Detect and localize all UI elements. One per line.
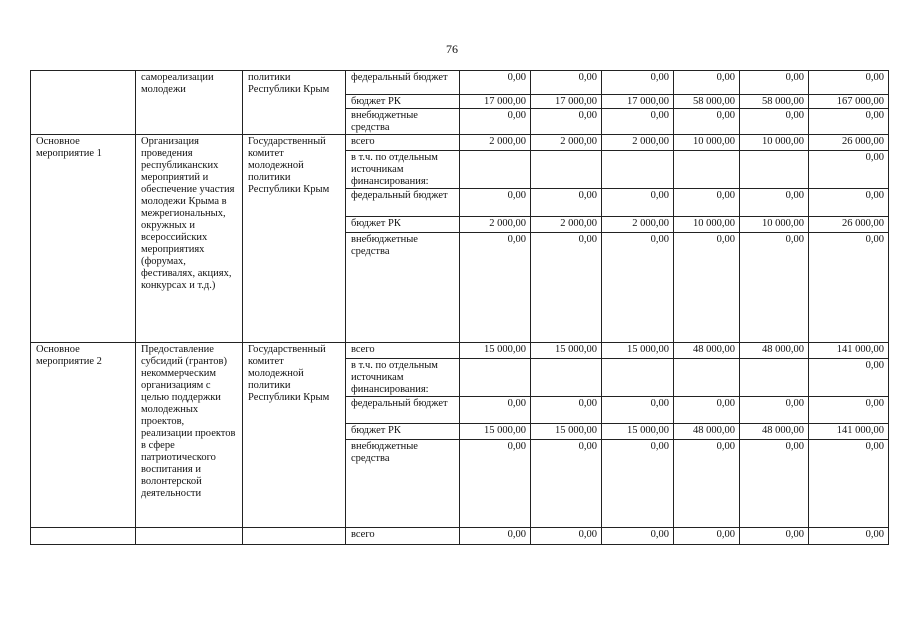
event-description-cell: Организация проведения республиканских мероприятий и обеспечение участия молодежи Крыма в межрегиональных, окружных и всероссийских мероприятиях (форумах, фестивалях, акциях, конкурсах и т.д.) xyxy=(136,135,243,343)
amount-cell: 0,00 xyxy=(460,440,531,528)
amount-cell: 0,00 xyxy=(740,71,809,95)
funding-source-cell: внебюджетные средства xyxy=(346,109,460,135)
amount-cell: 15 000,00 xyxy=(531,343,602,359)
executor-cell: Государственный комитет молодежной политики Республики Крым xyxy=(243,343,346,528)
amount-cell xyxy=(531,359,602,397)
amount-cell: 0,00 xyxy=(674,440,740,528)
funding-source-cell: бюджет РК xyxy=(346,95,460,109)
amount-cell: 0,00 xyxy=(674,109,740,135)
amount-cell: 0,00 xyxy=(740,440,809,528)
page-number: 76 xyxy=(446,42,458,56)
amount-cell: 0,00 xyxy=(740,109,809,135)
amount-cell: 26 000,00 xyxy=(809,217,889,233)
amount-cell: 15 000,00 xyxy=(602,424,674,440)
event-description-cell: Предоставление субсидий (грантов) некоммерческим организациям с целью поддержки молодежных проектов, реализации проектов в сфере патриотического воспитания и волонтерской деятельности xyxy=(136,343,243,528)
amount-cell: 0,00 xyxy=(674,233,740,343)
table-row xyxy=(31,135,889,151)
amount-cell: 2 000,00 xyxy=(531,135,602,151)
amount-cell xyxy=(740,151,809,189)
amount-cell: 0,00 xyxy=(809,189,889,217)
amount-cell: 15 000,00 xyxy=(531,424,602,440)
amount-cell xyxy=(602,359,674,397)
amount-cell: 0,00 xyxy=(809,528,889,545)
executor-cell: Государственный комитет молодежной политики Республики Крым xyxy=(243,135,346,343)
amount-cell: 2 000,00 xyxy=(602,135,674,151)
amount-cell: 17 000,00 xyxy=(602,95,674,109)
amount-cell: 48 000,00 xyxy=(674,343,740,359)
amount-cell: 15 000,00 xyxy=(460,424,531,440)
amount-cell: 10 000,00 xyxy=(674,217,740,233)
funding-source-cell: в т.ч. по отдельным источникам финансирования: xyxy=(346,151,460,189)
funding-source-cell: федеральный бюджет xyxy=(346,397,460,424)
amount-cell: 0,00 xyxy=(531,71,602,95)
amount-cell: 0,00 xyxy=(602,109,674,135)
amount-cell xyxy=(674,359,740,397)
amount-cell: 0,00 xyxy=(460,528,531,545)
amount-cell: 0,00 xyxy=(460,109,531,135)
amount-cell: 15 000,00 xyxy=(460,343,531,359)
funding-source-cell: внебюджетные средства xyxy=(346,440,460,528)
amount-cell: 17 000,00 xyxy=(460,95,531,109)
funding-source-cell: всего xyxy=(346,343,460,359)
amount-cell: 26 000,00 xyxy=(809,135,889,151)
funding-source-cell: в т.ч. по отдельным источникам финансирования: xyxy=(346,359,460,397)
amount-cell: 17 000,00 xyxy=(531,95,602,109)
funding-source-cell: всего xyxy=(346,135,460,151)
amount-cell: 0,00 xyxy=(674,528,740,545)
amount-cell: 0,00 xyxy=(602,189,674,217)
amount-cell: 0,00 xyxy=(460,233,531,343)
amount-cell: 0,00 xyxy=(740,528,809,545)
amount-cell: 0,00 xyxy=(531,397,602,424)
table-row xyxy=(31,528,889,545)
amount-cell: 0,00 xyxy=(602,233,674,343)
amount-cell: 0,00 xyxy=(809,397,889,424)
event-name-cell xyxy=(31,71,136,135)
amount-cell: 48 000,00 xyxy=(674,424,740,440)
amount-cell xyxy=(602,151,674,189)
amount-cell: 0,00 xyxy=(809,109,889,135)
amount-cell: 0,00 xyxy=(531,528,602,545)
table-row xyxy=(31,71,889,95)
amount-cell: 0,00 xyxy=(602,71,674,95)
amount-cell: 0,00 xyxy=(674,397,740,424)
amount-cell: 0,00 xyxy=(740,189,809,217)
amount-cell xyxy=(531,151,602,189)
executor-cell xyxy=(243,528,346,545)
amount-cell: 58 000,00 xyxy=(740,95,809,109)
amount-cell: 0,00 xyxy=(531,233,602,343)
funding-source-cell: внебюджетные средства xyxy=(346,233,460,343)
amount-cell: 2 000,00 xyxy=(460,217,531,233)
amount-cell: 0,00 xyxy=(602,528,674,545)
amount-cell xyxy=(674,151,740,189)
amount-cell: 141 000,00 xyxy=(809,424,889,440)
event-description-cell: самореализации молодежи xyxy=(136,71,243,135)
amount-cell: 0,00 xyxy=(460,71,531,95)
amount-cell: 0,00 xyxy=(740,233,809,343)
amount-cell: 0,00 xyxy=(809,151,889,189)
amount-cell xyxy=(460,151,531,189)
amount-cell: 0,00 xyxy=(809,440,889,528)
executor-cell: политики Республики Крым xyxy=(243,71,346,135)
amount-cell: 0,00 xyxy=(531,189,602,217)
amount-cell: 10 000,00 xyxy=(674,135,740,151)
amount-cell: 0,00 xyxy=(740,397,809,424)
funding-source-cell: бюджет РК xyxy=(346,424,460,440)
amount-cell: 0,00 xyxy=(809,359,889,397)
amount-cell: 2 000,00 xyxy=(531,217,602,233)
amount-cell: 0,00 xyxy=(460,397,531,424)
amount-cell: 48 000,00 xyxy=(740,424,809,440)
event-description-cell xyxy=(136,528,243,545)
event-name-cell xyxy=(31,528,136,545)
funding-source-cell: всего xyxy=(346,528,460,545)
amount-cell: 0,00 xyxy=(602,440,674,528)
amount-cell: 48 000,00 xyxy=(740,343,809,359)
amount-cell: 2 000,00 xyxy=(460,135,531,151)
amount-cell: 0,00 xyxy=(531,109,602,135)
amount-cell: 0,00 xyxy=(531,440,602,528)
budget-table xyxy=(30,70,889,545)
amount-cell: 0,00 xyxy=(809,71,889,95)
amount-cell: 2 000,00 xyxy=(602,217,674,233)
amount-cell xyxy=(460,359,531,397)
amount-cell: 0,00 xyxy=(674,71,740,95)
table-row xyxy=(31,343,889,359)
amount-cell: 141 000,00 xyxy=(809,343,889,359)
amount-cell: 58 000,00 xyxy=(674,95,740,109)
event-name-cell: Основное мероприятие 1 xyxy=(31,135,136,343)
amount-cell: 0,00 xyxy=(460,189,531,217)
event-name-cell: Основное мероприятие 2 xyxy=(31,343,136,528)
funding-source-cell: федеральный бюджет xyxy=(346,189,460,217)
amount-cell xyxy=(740,359,809,397)
amount-cell: 10 000,00 xyxy=(740,217,809,233)
amount-cell: 15 000,00 xyxy=(602,343,674,359)
amount-cell: 0,00 xyxy=(674,189,740,217)
amount-cell: 0,00 xyxy=(602,397,674,424)
amount-cell: 0,00 xyxy=(809,233,889,343)
funding-source-cell: федеральный бюджет xyxy=(346,71,460,95)
funding-source-cell: бюджет РК xyxy=(346,217,460,233)
amount-cell: 167 000,00 xyxy=(809,95,889,109)
amount-cell: 10 000,00 xyxy=(740,135,809,151)
